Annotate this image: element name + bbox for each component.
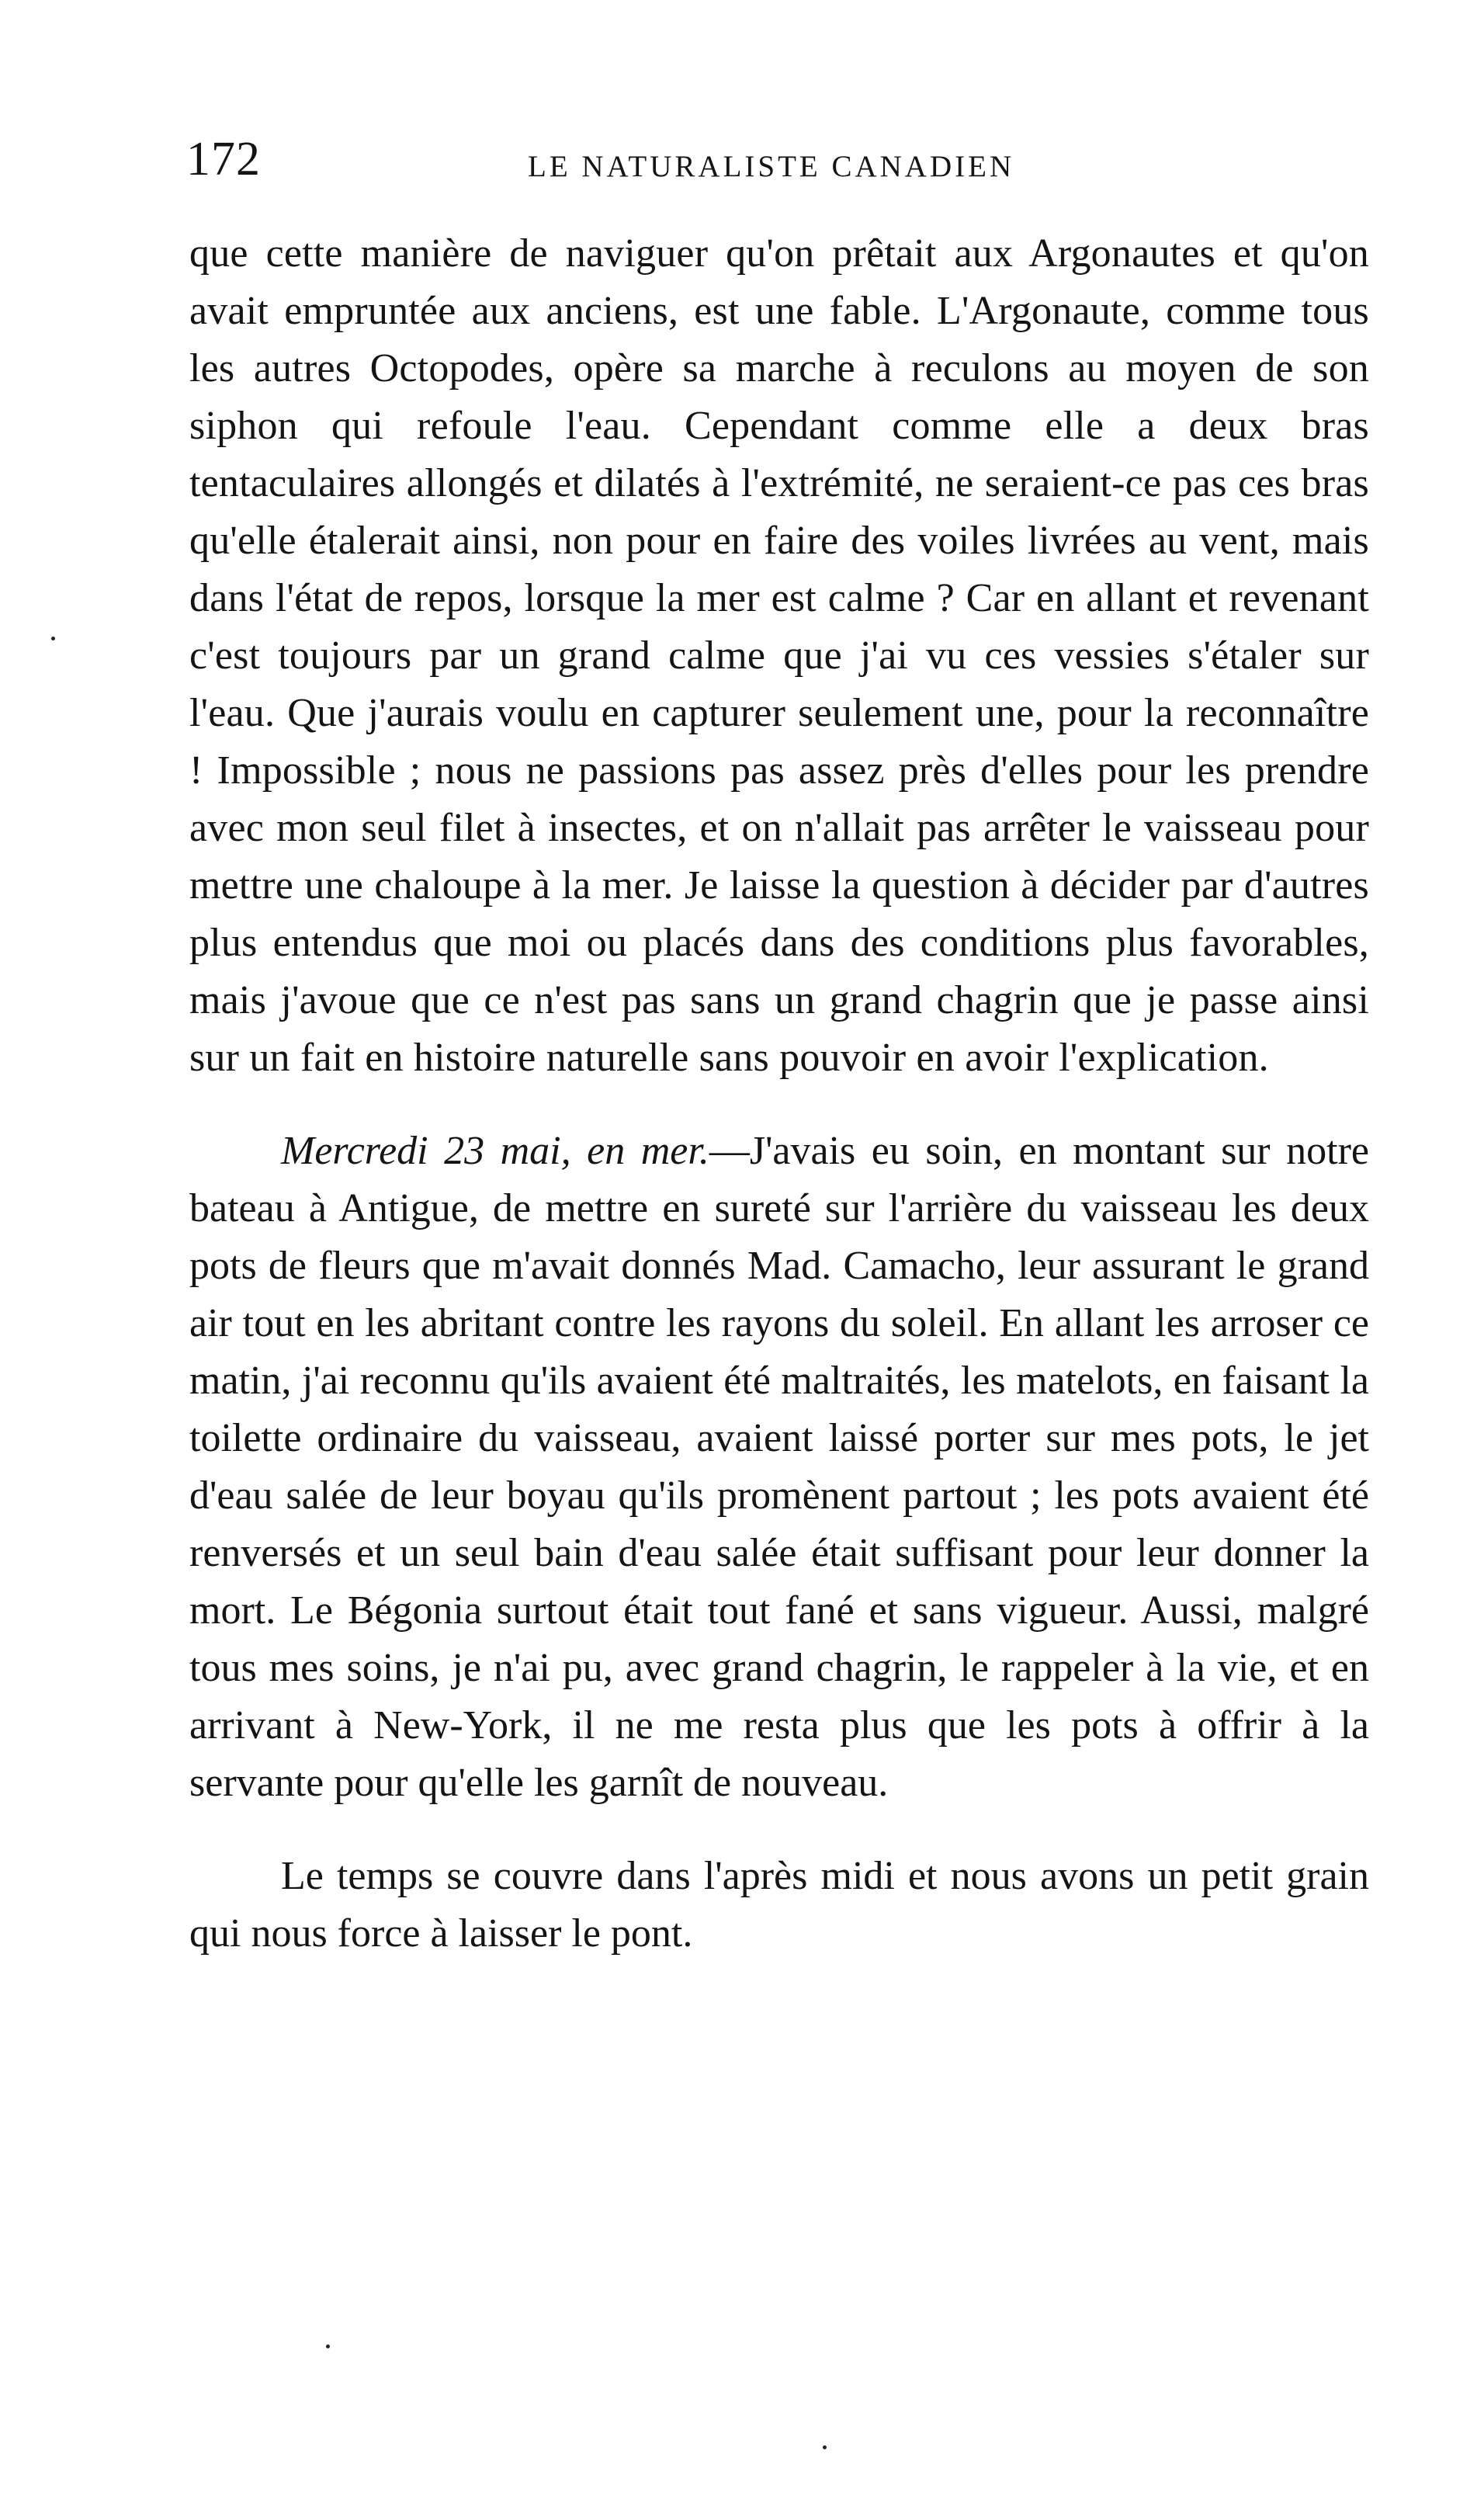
page-number: 172	[186, 133, 261, 186]
body-text	[189, 225, 1369, 1963]
running-head	[186, 124, 1382, 194]
dateline: Mercredi 23 mai, en mer.	[281, 1129, 709, 1173]
running-title: LE NATURALISTE CANADIEN	[528, 150, 1015, 183]
scan-speck	[823, 2445, 827, 2449]
scan-speck	[326, 2345, 330, 2348]
paragraph-temps: Le temps se couvre dans l'après midi et nous avons un petit grain qui nous force à laisser le pont.	[189, 1854, 1369, 1956]
paragraph-mercredi	[189, 1123, 1369, 1812]
paragraph-mercredi-text: —J'avais eu soin, en montant sur notre bateau à Antigue, de mettre en sureté sur l'arrière du vaisseau les deux pots de fleurs que m'avait donnés Mad. Camacho, leur assurant le grand air tout en les abritant contre les rayons du soleil. En allant les arroser ce matin, j'ai reconnu qu'ils avaient été maltraités, les matelots, en faisant la toilette ordinaire du vaisseau, avaient laissé porter sur mes pots, le jet d'eau salée de leur boyau qu'ils promènent partout ; les pots avaient été renversés et un seul bain d'eau salée était suffisant pour leur donner la mort. Le Bégonia surtout était tout fané et sans vigueur. Aussi, malgré tous mes soins, je n'ai pu, avec grand chagrin, le rappeler à la vie, et en arrivant à New-York, il ne me resta plus que les pots à offrir à la servante pour qu'elle les garnît de nouveau.	[189, 1129, 1369, 1805]
scan-speck	[51, 637, 55, 640]
paragraph-argonaute: que cette manière de naviguer qu'on prêtait aux Argonautes et qu'on avait empruntée aux anciens, est une fable. L'Argonaute, comme tous les autres Octopodes, opère sa marche à reculons au moyen de son siphon qui refoule l'eau. Cependant comme elle a deux bras tentaculaires allongés et dilatés à l'extrémité, ne seraient-ce pas ces bras qu'elle étalerait ainsi, non pour en faire des voiles livrées au vent, mais dans l'état de repos, lorsque la mer est calme ? Car en allant et revenant c'est toujours par un grand calme que j'ai vu ces vessies s'étaler sur l'eau. Que j'aurais voulu en capturer seulement une, pour la reconnaître ! Impossible ; nous ne passions pas assez près d'elles pour les prendre avec mon seul filet à insectes, et on n'allait pas arrêter le vaisseau pour mettre une chaloupe à la mer. Je laisse la question à décider par d'autres plus entendus que moi ou placés dans des conditions plus favorables, mais j'avoue que ce n'est pas sans un grand chagrin que je passe ainsi sur un fait en histoire naturelle sans pouvoir en avoir l'explication.	[189, 231, 1369, 1080]
